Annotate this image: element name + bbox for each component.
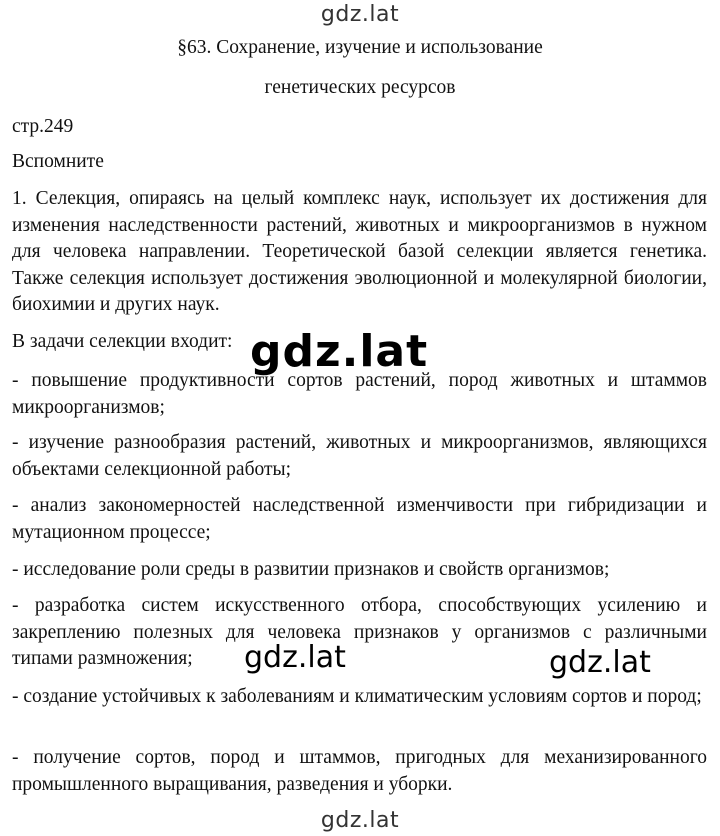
watermark-left: gdz.lat bbox=[240, 643, 350, 673]
task-item: - создание устойчивых к заболеваниям и климатическим условиям сортов и пород; bbox=[12, 686, 702, 707]
watermark-top: gdz.lat bbox=[320, 2, 400, 27]
tasks-intro: В задачи селекции входит: bbox=[12, 331, 233, 352]
heading-line-1: §63. Сохранение, изучение и использование bbox=[177, 37, 543, 58]
watermark-large: gdz.lat bbox=[250, 326, 429, 377]
task-item: - анализ закономерностей наследственной изменчивости при гибридизации и мутационном процессе; bbox=[12, 495, 707, 543]
task-item: - исследование роли среды в развитии признаков и свойств организмов; bbox=[12, 559, 610, 580]
task-item: - изучение разнообразия растений, животных и микроорганизмов, являющихся объектами селекционной работы; bbox=[12, 432, 707, 480]
section-label: Вспомните bbox=[12, 151, 104, 172]
watermark-bottom: gdz.lat bbox=[320, 808, 400, 833]
watermark-right: gdz.lat bbox=[545, 648, 655, 678]
answer-paragraph: 1. Селекция, опираясь на целый комплекс наук, использует их достижения для изменения наследственности растений, животных и микроорганизмов в нужном для человека направлении. Теоретической базой селекции является генетика. Также селекция использует достижения эволюционной и молекулярной биологии, биохимии и других наук. bbox=[12, 188, 707, 315]
task-item: - получение сортов, пород и штаммов, пригодных для механизированного промышленного выращивания, разведения и уборки. bbox=[12, 747, 707, 795]
task-item: - разработка систем искусственного отбора, способствующих усилению и закреплению полезных для человека признаков у организмов с различными типами размножения; bbox=[12, 595, 707, 669]
page-reference: стр.249 bbox=[12, 116, 74, 137]
heading-line-2: генетических ресурсов bbox=[264, 77, 456, 98]
task-item: - повышение продуктивности сортов растений, пород животных и штаммов микроорганизмов; bbox=[12, 370, 707, 418]
